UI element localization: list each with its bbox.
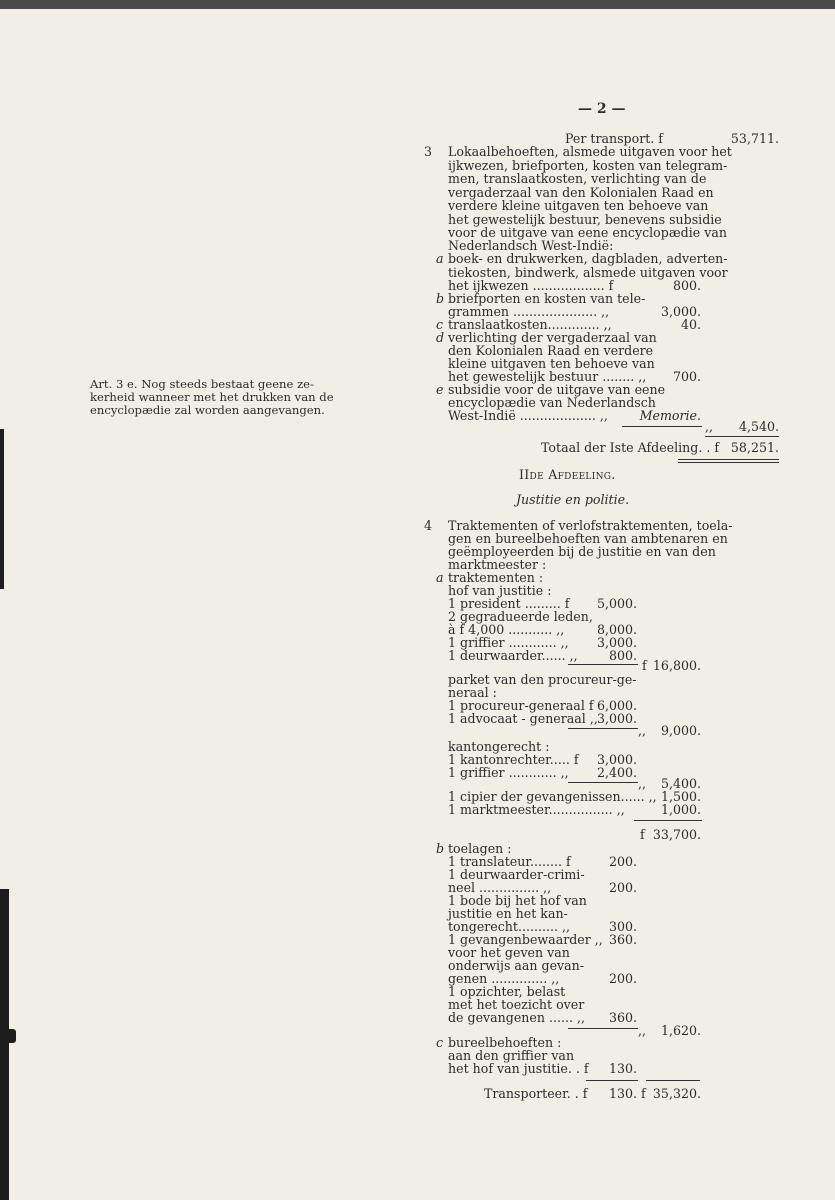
group-heading: kantongerecht : <box>448 739 550 754</box>
ledger-amount: 3,000. <box>596 711 637 726</box>
sub-d-amount: 700. <box>672 369 701 384</box>
transport-rule <box>646 1080 700 1081</box>
double-rule <box>678 459 779 460</box>
sub-letter: b <box>436 291 445 306</box>
ledger-amount: 2,400. <box>596 765 637 780</box>
toelagen-total: 1,620. <box>660 1023 701 1038</box>
sub-a-amount: 800. <box>672 278 701 293</box>
side-note-line: Art. 3 e. Nog steeds bestaat geene ze- <box>90 377 314 391</box>
sub-letter: e <box>436 382 444 397</box>
item-3-line: verdere kleine uitgaven ten behoeve van <box>448 198 709 213</box>
per-transport-amount: 53,711. <box>730 131 779 146</box>
sub-letter: a <box>436 570 444 585</box>
subtotal-rule <box>568 1028 638 1029</box>
group-heading: hof van justitie : <box>448 583 552 598</box>
ledger-amount: 360. <box>608 932 637 947</box>
ledger-line: 1 president ......... f <box>448 596 570 611</box>
group-heading: neraal : <box>448 685 497 700</box>
subtotal-prefix: ,, <box>638 1023 647 1038</box>
page-number: — 2 — <box>578 101 626 117</box>
item-3-line: voor de uitgave van eene encyclopædie van <box>448 225 727 240</box>
ledger-line: 1 advocaat - generaal ,, <box>448 711 598 726</box>
item-3-line: ijkwezen, briefporten, kosten van telegram- <box>448 158 728 173</box>
ledger-line: 1 griffier ............ ,, <box>448 765 569 780</box>
ledger-line: à f 4,000 ........... ,, <box>448 622 565 637</box>
ledger-amount: 6,000. <box>596 698 637 713</box>
sub-letter: a <box>436 251 444 266</box>
ledger-line: 1 translateur........ f <box>448 854 571 869</box>
page-edge-shadow <box>0 889 9 1200</box>
ledger-line: 1 kantonrechter..... f <box>448 752 579 767</box>
ledger-line: 1 cipier der gevangenissen...... ,, <box>448 789 657 804</box>
ledger-amount: 3,000. <box>596 752 637 767</box>
transporteer-label: Transporteer. . f <box>484 1086 588 1101</box>
item-4-line: marktmeester : <box>448 557 547 572</box>
per-transport-label: Per transport. f <box>565 131 663 146</box>
ledger-amount: 200. <box>608 880 637 895</box>
sub-letter: d <box>436 330 445 345</box>
transporteer-amount-2: 35,320. <box>652 1086 701 1101</box>
item-3-subtotal: 4,540. <box>738 419 779 434</box>
kanton-total: 5,400. <box>660 776 701 791</box>
ledger-line: onderwijs aan gevan- <box>448 958 585 973</box>
subtotal-rule <box>622 426 702 427</box>
transport-rule <box>586 1080 638 1081</box>
ledger-amount: 130. <box>608 1061 637 1076</box>
item-3-line: het gewestelijk bestuur, benevens subsidie <box>448 212 722 227</box>
double-rule <box>678 462 779 463</box>
ledger-amount: 300. <box>608 919 637 934</box>
item-3-line: men, translaatkosten, verlichting van de <box>448 171 707 186</box>
ledger-line: genen .............. ,, <box>448 971 560 986</box>
page-edge-shadow <box>6 1029 16 1043</box>
ledger-amount: 200. <box>608 854 637 869</box>
subtotal-prefix: ,, <box>638 776 647 791</box>
traktementen-total: 33,700. <box>652 827 701 842</box>
ledger-line: 1 deurwaarder-crimi- <box>448 867 585 882</box>
subtotal-rule <box>568 728 638 729</box>
ledger-line: tongerecht.......... ,, <box>448 919 571 934</box>
subtotal-rule <box>568 782 638 783</box>
ledger-line: 1 opzichter, belast <box>448 984 566 999</box>
ledger-line: 1 bode bij het hof van <box>448 893 587 908</box>
side-note-line: kerheid wanneer met het drukken van de <box>90 390 334 404</box>
sub-letter: c <box>436 317 444 332</box>
sub-letter: c <box>436 1035 444 1050</box>
ledger-line: 1 procureur-generaal f <box>448 698 594 713</box>
ledger-line: justitie en het kan- <box>448 906 568 921</box>
sub-e-line: subsidie voor de uitgave van eene <box>448 382 666 397</box>
ledger-line: voor het geven van <box>448 945 570 960</box>
ledger-amount: 8,000. <box>596 622 637 637</box>
sub-a-line: tiekosten, bindwerk, alsmede uitgaven voor <box>448 265 728 280</box>
ledger-amount: 800. <box>608 648 637 663</box>
sub-e-memorie: Memorie. <box>639 408 701 423</box>
group-heading: parket van den procureur-ge- <box>448 672 637 687</box>
hof-total: 16,800. <box>652 658 701 673</box>
sub-a-line: boek- en drukwerken, dagbladen, adverten- <box>448 251 728 266</box>
item-3-line: Lokaalbehoeften, alsmede uitgaven voor het <box>448 144 732 159</box>
subtotal-rule <box>568 664 638 665</box>
item-4-line: geëmployeerden bij de justitie en van den <box>448 544 716 559</box>
sub-d-line: kleine uitgaven ten behoeve van <box>448 356 655 371</box>
item-number: 4 <box>424 518 433 533</box>
sub-a-line: het ijkwezen .................. f <box>448 278 614 293</box>
ledger-amount: 200. <box>608 971 637 986</box>
sub-d-line: den Kolonialen Raad en verdere <box>448 343 654 358</box>
total-first-amount: 58,251. <box>730 440 779 455</box>
sub-d-line: verlichting der vergaderzaal van <box>448 330 657 345</box>
ledger-line: het hof van justitie. . f <box>448 1061 589 1076</box>
ledger-amount: 5,000. <box>596 596 637 611</box>
subtotal-prefix: f <box>642 658 647 673</box>
item-4-line: Traktementen of verlofstraktementen, toela- <box>448 518 733 533</box>
item-number: 3 <box>424 144 433 159</box>
item-3-line: vergaderzaal van den Kolonialen Raad en <box>448 185 714 200</box>
ledger-amount: 360. <box>608 1010 637 1025</box>
sub-heading: toelagen : <box>448 841 512 856</box>
sub-e-line: West-Indië ................... ,, <box>448 408 608 423</box>
subtotal-rule <box>634 820 702 821</box>
ledger-line: neel ............... ,, <box>448 880 552 895</box>
ledger-line: aan den griffier van <box>448 1048 575 1063</box>
ledger-line: 1 gevangenbewaarder ,, <box>448 932 603 947</box>
sub-heading: bureelbehoeften : <box>448 1035 562 1050</box>
item-4-line: gen en bureelbehoeften van ambtenaren en <box>448 531 728 546</box>
side-note-line: encyclopædie zal worden aangevangen. <box>90 403 325 417</box>
section-title: IIde Afdeeling. <box>519 467 616 482</box>
sub-b-line: grammen ..................... ,, <box>448 304 610 319</box>
ledger-line: 2 gegradueerde leden, <box>448 609 593 624</box>
transporteer-amount-1: 130. <box>608 1086 637 1101</box>
section-subtitle: Justitie en politie. <box>516 492 630 507</box>
sub-letter: b <box>436 841 445 856</box>
item-3-line: Nederlandsch West-Indië: <box>448 238 614 253</box>
sub-c-line: translaatkosten............. ,, <box>448 317 612 332</box>
ledger-amount: 1,000. <box>660 802 701 817</box>
subtotal-prefix: f <box>640 827 645 842</box>
sub-c-amount: 40. <box>680 317 701 332</box>
ledger-line: 1 marktmeester................ ,, <box>448 802 625 817</box>
sub-heading: traktementen : <box>448 570 544 585</box>
ledger-line: 1 deurwaarder...... ,, <box>448 648 578 663</box>
sub-b-line: briefporten en kosten van tele- <box>448 291 646 306</box>
transporteer-prefix: f <box>641 1086 646 1101</box>
parket-total: 9,000. <box>660 723 701 738</box>
page-edge-shadow <box>0 429 4 589</box>
sub-b-amount: 3,000. <box>660 304 701 319</box>
subtotal-prefix: ,, <box>705 419 714 434</box>
sub-e-line: encyclopædie van Nederlandsch <box>448 395 656 410</box>
ledger-line: 1 griffier ............ ,, <box>448 635 569 650</box>
total-first-label: Totaal der Iste Afdeeling. . f <box>541 440 720 455</box>
ledger-line: de gevangenen ...... ,, <box>448 1010 585 1025</box>
sub-d-line: het gewestelijk bestuur ........ ,, <box>448 369 647 384</box>
ledger-line: met het toezicht over <box>448 997 585 1012</box>
ledger-amount: 1,500. <box>660 789 701 804</box>
ledger-amount: 3,000. <box>596 635 637 650</box>
subtotal-prefix: ,, <box>638 723 647 738</box>
total-rule <box>705 436 779 437</box>
